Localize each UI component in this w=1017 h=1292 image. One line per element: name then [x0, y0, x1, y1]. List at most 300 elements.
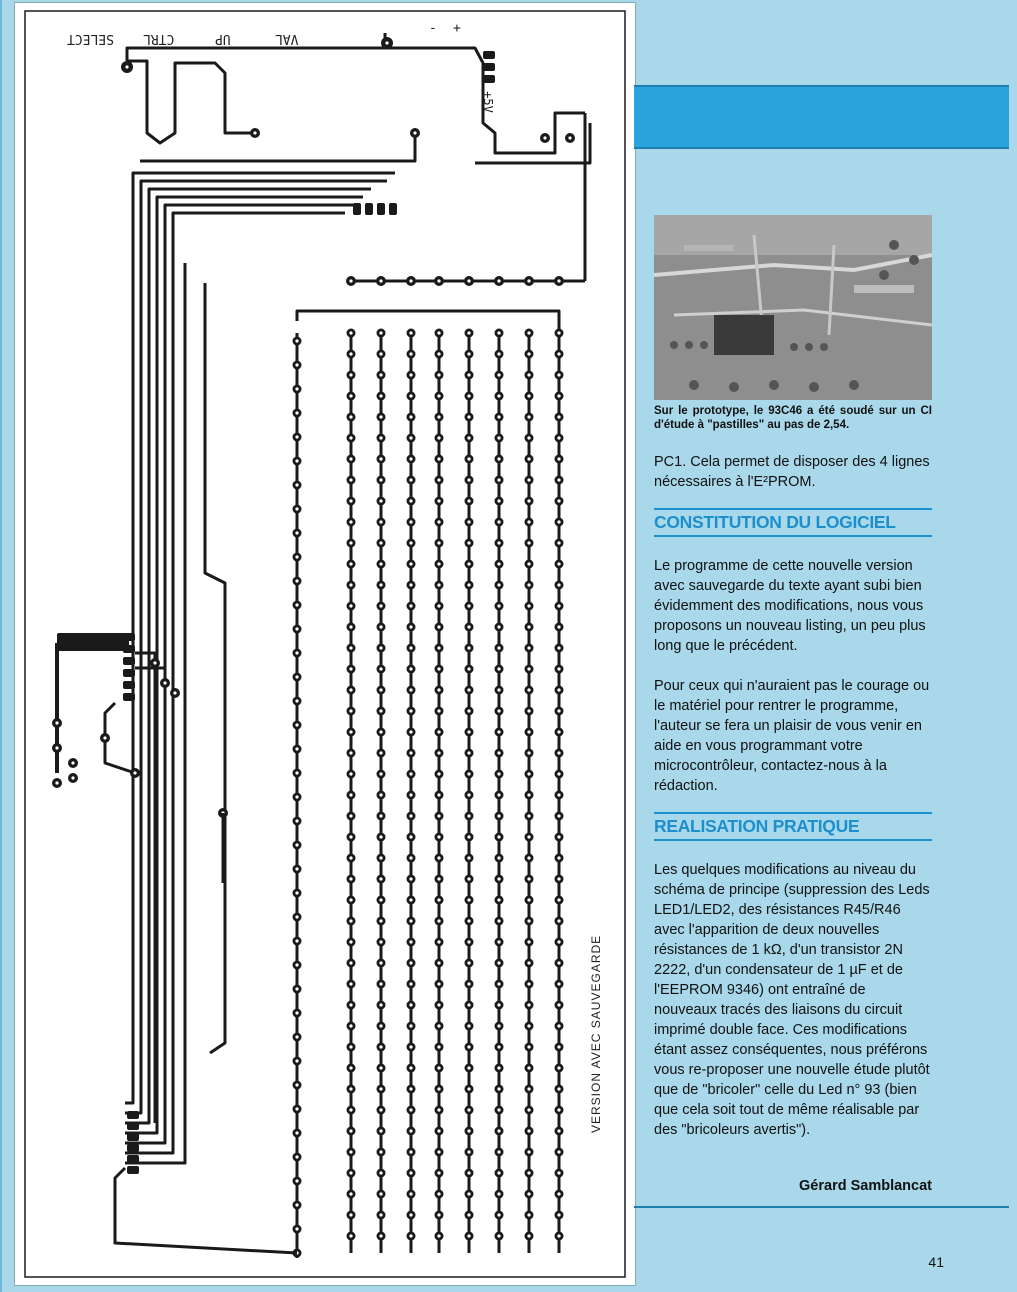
- pcb-pad-hole: [379, 1171, 382, 1174]
- pcb-pad-hole: [437, 1003, 440, 1006]
- pcb-pad-hole: [437, 814, 440, 817]
- pcb-pad-hole: [527, 772, 530, 775]
- pcb-pad-hole: [467, 1192, 470, 1195]
- pcb-pad-hole: [349, 1234, 352, 1237]
- pcb-pad-hole: [379, 856, 382, 859]
- pcb-rect-pad: [123, 645, 135, 653]
- pcb-pad-hole: [497, 373, 500, 376]
- pcb-pad-hole: [467, 604, 470, 607]
- pcb-pad-hole: [557, 1192, 560, 1195]
- pcb-pad-hole: [557, 814, 560, 817]
- pcb-pad-hole: [409, 1171, 412, 1174]
- pcb-pad-hole: [437, 730, 440, 733]
- pcb-pad-hole: [437, 1171, 440, 1174]
- pcb-pad-hole: [379, 751, 382, 754]
- pcb-pad-hole: [295, 555, 298, 558]
- pcb-rect-pad: [123, 633, 135, 641]
- pcb-pad-hole: [527, 940, 530, 943]
- pcb-pad-hole: [295, 411, 298, 414]
- pcb-pad-hole: [467, 1003, 470, 1006]
- pcb-pad-hole: [467, 961, 470, 964]
- pcb-pad-hole: [497, 1234, 500, 1237]
- pcb-pad-hole: [557, 1003, 560, 1006]
- pcb-pad-hole: [467, 814, 470, 817]
- pcb-pad-hole: [467, 352, 470, 355]
- pcb-pad-hole: [467, 646, 470, 649]
- pcb-pad-hole: [409, 499, 412, 502]
- pcb-pad-hole: [295, 843, 298, 846]
- pcb-pad-hole: [557, 541, 560, 544]
- pcb-pad-hole: [497, 1003, 500, 1006]
- pcb-pad-hole: [557, 1171, 560, 1174]
- pcb-pad-hole: [437, 562, 440, 565]
- pcb-pad-hole: [437, 436, 440, 439]
- pcb-pad-hole: [295, 819, 298, 822]
- pcb-pad-hole: [497, 688, 500, 691]
- pcb-pad-hole: [527, 688, 530, 691]
- pcb-pad-hole: [527, 279, 530, 282]
- pcb-pad-hole: [527, 730, 530, 733]
- pcb-pad-hole: [295, 771, 298, 774]
- pcb-pad-hole: [437, 1213, 440, 1216]
- pcb-pad-hole: [295, 1203, 298, 1206]
- pcb-pad-hole: [379, 1150, 382, 1153]
- pcb-pad-hole: [409, 436, 412, 439]
- pcb-pad-hole: [527, 1066, 530, 1069]
- pcb-pad-hole: [409, 625, 412, 628]
- pcb-pad-hole: [295, 891, 298, 894]
- section1-paragraph-1: Le programme de cette nouvelle version avec sauvegarde du texte ayant subi bien évidemment des modifications, nous vous proposons un nouveau listing, un peu plus long que le précédent.: [654, 558, 926, 654]
- pcb-pad-hole: [527, 520, 530, 523]
- pcb-pad-hole: [497, 856, 500, 859]
- pcb-pad-hole: [497, 352, 500, 355]
- pcb-trace: [125, 205, 355, 1143]
- page-number: 41: [928, 1254, 944, 1270]
- pcb-rect-pad: [123, 681, 135, 689]
- pcb-pad-hole: [409, 562, 412, 565]
- pcb-pad-hole: [497, 1150, 500, 1153]
- pcb-pad-hole: [527, 1087, 530, 1090]
- pcb-pad-hole: [497, 898, 500, 901]
- pcb-pad-hole: [437, 583, 440, 586]
- pcb-pad-hole: [497, 1171, 500, 1174]
- pcb-pad-hole: [467, 520, 470, 523]
- pcb-pad-hole: [409, 583, 412, 586]
- pcb-pad-hole: [527, 1129, 530, 1132]
- pcb-pad-hole: [437, 835, 440, 838]
- pcb-rect-pad: [353, 203, 361, 215]
- pcb-pad-hole: [437, 961, 440, 964]
- pcb-pad-hole: [295, 627, 298, 630]
- pcb-pad-hole: [557, 331, 560, 334]
- pcb-pad-hole: [437, 499, 440, 502]
- pcb-pad-hole: [409, 1234, 412, 1237]
- pcb-pad-hole: [349, 394, 352, 397]
- pcb-trace: [205, 283, 225, 1053]
- pcb-pad-hole: [295, 747, 298, 750]
- pcb-pad-hole: [349, 793, 352, 796]
- pcb-pad-hole: [467, 1213, 470, 1216]
- pcb-pad-hole: [527, 562, 530, 565]
- pcb-rect-pad: [127, 1155, 139, 1163]
- pcb-pad-hole: [349, 709, 352, 712]
- pcb-rect-pad: [389, 203, 397, 215]
- pcb-pad-hole: [349, 1171, 352, 1174]
- pcb-pad-hole: [349, 583, 352, 586]
- pcb-pad-hole: [497, 772, 500, 775]
- pcb-pad-hole: [437, 478, 440, 481]
- pcb-pad-hole: [409, 856, 412, 859]
- pcb-pad-hole: [557, 1129, 560, 1132]
- pcb-pad-hole: [349, 279, 352, 282]
- pcb-pad-hole: [557, 1045, 560, 1048]
- pcb-pad-hole: [437, 772, 440, 775]
- pcb-pad-hole: [557, 415, 560, 418]
- pcb-pad-hole: [379, 646, 382, 649]
- pcb-pad-hole: [55, 781, 58, 784]
- pcb-trace: [297, 311, 559, 331]
- pcb-pad-hole: [379, 478, 382, 481]
- pcb-pad-hole: [527, 625, 530, 628]
- pcb-pad-hole: [557, 478, 560, 481]
- pcb-pad-hole: [379, 835, 382, 838]
- pcb-pad-hole: [497, 667, 500, 670]
- pcb-pad-hole: [467, 1045, 470, 1048]
- pcb-pad-hole: [497, 1087, 500, 1090]
- pcb-pad-hole: [497, 499, 500, 502]
- pcb-pad-hole: [527, 835, 530, 838]
- pcb-pad-hole: [379, 688, 382, 691]
- pcb-pad-hole: [467, 1108, 470, 1111]
- pcb-pad-hole: [467, 1150, 470, 1153]
- pcb-pad-hole: [349, 751, 352, 754]
- pcb-pad-hole: [437, 1087, 440, 1090]
- pcb-pad-hole: [527, 709, 530, 712]
- page-edge-rule: [0, 0, 2, 1292]
- pcb-pad-hole: [527, 415, 530, 418]
- pcb-pad-hole: [295, 699, 298, 702]
- pcb-pad-hole: [409, 604, 412, 607]
- pcb-pad-hole: [543, 136, 546, 139]
- pcb-pad-hole: [557, 1213, 560, 1216]
- pcb-pad-hole: [349, 1108, 352, 1111]
- pcb-pad-hole: [437, 940, 440, 943]
- pcb-pad-hole: [379, 1108, 382, 1111]
- pcb-rect-pad: [123, 669, 135, 677]
- pcb-pad-hole: [527, 793, 530, 796]
- pcb-pad-hole: [409, 688, 412, 691]
- pcb-pad-hole: [409, 982, 412, 985]
- pcb-pad-hole: [527, 604, 530, 607]
- pcb-pad-hole: [295, 867, 298, 870]
- pcb-pad-hole: [349, 898, 352, 901]
- pcb-pad-hole: [349, 688, 352, 691]
- pcb-pad-hole: [409, 751, 412, 754]
- pcb-pad-hole: [379, 1066, 382, 1069]
- pcb-trace: [135, 653, 155, 1123]
- pcb-pad-hole: [467, 583, 470, 586]
- pcb-pad-hole: [409, 279, 412, 282]
- pcb-pad-hole: [379, 1213, 382, 1216]
- pcb-pad-hole: [437, 793, 440, 796]
- pcb-pad-hole: [349, 940, 352, 943]
- pcb-pad-hole: [497, 541, 500, 544]
- pcb-pad-hole: [295, 915, 298, 918]
- pcb-pad-hole: [349, 814, 352, 817]
- pcb-label-val: VAL: [275, 31, 299, 46]
- pcb-pad-hole: [379, 1087, 382, 1090]
- pcb-pad-hole: [379, 667, 382, 670]
- pcb-pad-hole: [527, 541, 530, 544]
- pcb-pad-hole: [349, 961, 352, 964]
- pcb-pad-hole: [409, 814, 412, 817]
- pcb-label-ctrl: CTRL: [143, 31, 175, 46]
- pcb-pad-hole: [349, 730, 352, 733]
- pcb-pad-hole: [527, 499, 530, 502]
- pcb-pad-hole: [349, 604, 352, 607]
- pcb-pad-hole: [409, 1129, 412, 1132]
- pcb-pad-hole: [295, 531, 298, 534]
- pcb-pad-hole: [557, 709, 560, 712]
- pcb-pad-hole: [557, 940, 560, 943]
- pcb-pad-hole: [349, 562, 352, 565]
- pcb-pad-hole: [557, 961, 560, 964]
- pcb-pad-hole: [437, 604, 440, 607]
- pcb-pad-hole: [497, 604, 500, 607]
- pcb-trace: [125, 197, 363, 1133]
- pcb-pad-hole: [379, 814, 382, 817]
- pcb-rect-pad: [483, 51, 495, 59]
- pcb-pad-hole: [409, 1192, 412, 1195]
- pcb-rect-pad: [123, 657, 135, 665]
- pcb-pad-hole: [409, 520, 412, 523]
- pcb-pad-hole: [527, 457, 530, 460]
- pcb-pad-hole: [379, 541, 382, 544]
- pcb-pad-hole: [71, 776, 74, 779]
- pcb-label-select: SELECT: [67, 31, 114, 46]
- pcb-pad-hole: [527, 394, 530, 397]
- pcb-layout-panel: [14, 2, 636, 1286]
- pcb-rect-pad: [127, 1144, 139, 1152]
- pcb-pad-hole: [467, 499, 470, 502]
- pcb-pad-hole: [497, 793, 500, 796]
- pcb-pad-hole: [467, 730, 470, 733]
- pcb-pad-hole: [527, 1171, 530, 1174]
- pcb-pad-hole: [349, 1087, 352, 1090]
- pcb-pad-hole: [379, 772, 382, 775]
- pcb-pad-hole: [497, 1192, 500, 1195]
- pcb-pad-hole: [349, 499, 352, 502]
- pcb-pad-hole: [557, 604, 560, 607]
- pcb-pad-hole: [349, 541, 352, 544]
- pcb-rect-pad: [483, 63, 495, 71]
- pcb-pad-hole: [557, 688, 560, 691]
- pcb-pad-hole: [527, 856, 530, 859]
- pcb-pad-hole: [409, 1066, 412, 1069]
- pcb-pad-hole: [349, 1024, 352, 1027]
- pcb-pad-hole: [409, 709, 412, 712]
- pcb-pad-hole: [379, 1192, 382, 1195]
- pcb-pad-hole: [467, 478, 470, 481]
- pcb-pad-hole: [527, 1150, 530, 1153]
- pcb-pad-hole: [497, 625, 500, 628]
- pcb-pad-hole: [163, 681, 166, 684]
- pcb-pad-hole: [467, 688, 470, 691]
- pcb-pad-hole: [379, 730, 382, 733]
- pcb-label-plus: +: [453, 21, 461, 36]
- pcb-pad-hole: [437, 457, 440, 460]
- pcb-trace: [125, 189, 371, 1123]
- pcb-pad-hole: [437, 1066, 440, 1069]
- pcb-pad-hole: [467, 562, 470, 565]
- pcb-pad-hole: [497, 562, 500, 565]
- pcb-pad-hole: [103, 736, 106, 739]
- pcb-pad-hole: [295, 1155, 298, 1158]
- pcb-label-up: UP: [215, 31, 231, 46]
- pcb-pad-hole: [467, 394, 470, 397]
- pcb-rect-pad: [127, 1122, 139, 1130]
- pcb-pad-hole: [437, 646, 440, 649]
- pcb-pad-hole: [409, 478, 412, 481]
- pcb-pad-hole: [379, 1003, 382, 1006]
- pcb-pad-hole: [557, 279, 560, 282]
- pcb-pad-hole: [349, 457, 352, 460]
- pcb-pad-hole: [437, 1129, 440, 1132]
- pcb-pad-hole: [379, 279, 382, 282]
- pcb-pad-hole: [497, 457, 500, 460]
- pcb-pad-hole: [349, 919, 352, 922]
- pcb-pad-hole: [527, 478, 530, 481]
- pcb-pad-hole: [467, 373, 470, 376]
- pcb-pad-hole: [295, 723, 298, 726]
- pcb-pad-hole: [467, 772, 470, 775]
- pcb-rect-pad: [127, 1166, 139, 1174]
- pcb-pad-hole: [467, 331, 470, 334]
- pcb-pad-hole: [557, 583, 560, 586]
- pcb-pad-hole: [437, 1024, 440, 1027]
- pcb-pad-hole: [557, 373, 560, 376]
- pcb-rect-pad: [127, 1133, 139, 1141]
- section-title-realisation: REALISATION PRATIQUE: [654, 812, 932, 841]
- pcb-pad-hole: [173, 691, 176, 694]
- pcb-pad-hole: [467, 877, 470, 880]
- pcb-pad-hole: [527, 583, 530, 586]
- pcb-pad-hole: [467, 793, 470, 796]
- pcb-pad-hole: [379, 1024, 382, 1027]
- pcb-pad-hole: [527, 331, 530, 334]
- pcb-pad-hole: [527, 373, 530, 376]
- pcb-pad-hole: [467, 1171, 470, 1174]
- pcb-pad-hole: [295, 1035, 298, 1038]
- pcb-pad-hole: [557, 856, 560, 859]
- pcb-pad-hole: [467, 898, 470, 901]
- pcb-pad-hole: [349, 1213, 352, 1216]
- section2-paragraph-1: Les quelques modifications au niveau du schéma de principe (suppression des Leds LED1/LED2, des résistances R45/R46 avec l'apparition de deux nouvelles résistances de 1 kΩ, d'un transistor 2N 2222, d'un condensateur de 1 µF et de l'EEPROM 9346) ont entraîné de nouveaux tracés des liaisons du circuit imprimé double face. Ces modifications étant assez conséquentes, nous préférons vous re-proposer une nouvelle étude plutôt que de "bricoler" celle du Led n° 93 (bien que cela soit tout de même réalisable par des "bricoleurs avertis").: [654, 862, 930, 1138]
- pcb-pad-hole: [409, 730, 412, 733]
- pcb-pad-hole: [557, 646, 560, 649]
- pcb-pad-hole: [379, 940, 382, 943]
- pcb-pad-hole: [437, 688, 440, 691]
- pcb-pad-hole: [349, 1045, 352, 1048]
- pcb-pad-hole: [379, 457, 382, 460]
- pcb-pad-hole: [379, 436, 382, 439]
- pcb-pad-hole: [497, 1045, 500, 1048]
- pcb-pad-hole: [527, 1003, 530, 1006]
- pcb-trace: [140, 133, 415, 161]
- pcb-trace: [127, 61, 255, 143]
- photo-caption: Sur le prototype, le 93C46 a été soudé sur un CI d'étude à "pastilles" au pas de 2,54.: [654, 405, 932, 431]
- pcb-pad-hole: [295, 675, 298, 678]
- pcb-pad-hole: [409, 1045, 412, 1048]
- pcb-pad-hole: [527, 961, 530, 964]
- pcb-pad-hole: [467, 982, 470, 985]
- pcb-pad-hole: [379, 793, 382, 796]
- pcb-pad-hole: [295, 1227, 298, 1230]
- pcb-pad-hole: [349, 331, 352, 334]
- pcb-pad-hole: [467, 436, 470, 439]
- pcb-pad-hole: [437, 1192, 440, 1195]
- pcb-pad-hole: [379, 1129, 382, 1132]
- pcb-pad-hole: [349, 646, 352, 649]
- pcb-pad-hole: [437, 415, 440, 418]
- pcb-pad-hole: [379, 1045, 382, 1048]
- pcb-pad-hole: [413, 131, 416, 134]
- pcb-pad-hole: [557, 835, 560, 838]
- pcb-pad-hole: [133, 771, 136, 774]
- pcb-pad-hole: [527, 898, 530, 901]
- pcb-pad-hole: [349, 478, 352, 481]
- pcb-pad-hole: [467, 835, 470, 838]
- pcb-pad-hole: [349, 436, 352, 439]
- pcb-pad-hole: [409, 877, 412, 880]
- pcb-pad-hole: [527, 436, 530, 439]
- pcb-pad-hole: [437, 1108, 440, 1111]
- pcb-pad-hole: [497, 279, 500, 282]
- pcb-pad-hole: [409, 919, 412, 922]
- pcb-pad-hole: [557, 1024, 560, 1027]
- pcb-pad-hole: [557, 394, 560, 397]
- header-color-band: [634, 85, 1009, 149]
- pcb-pad-hole: [295, 963, 298, 966]
- pcb-pad-hole: [55, 746, 58, 749]
- pcb-pad-hole: [467, 940, 470, 943]
- pcb-pad-hole: [379, 898, 382, 901]
- pcb-pad-hole: [557, 352, 560, 355]
- pcb-pad-hole: [379, 877, 382, 880]
- pcb-pad-hole: [527, 877, 530, 880]
- pcb-pad-hole: [253, 131, 256, 134]
- pcb-pad-hole: [527, 667, 530, 670]
- pcb-pad-hole: [557, 730, 560, 733]
- pcb-pad-hole: [295, 1083, 298, 1086]
- pcb-pad-hole: [379, 982, 382, 985]
- pcb-rect-pad: [377, 203, 385, 215]
- pcb-pad-hole: [153, 661, 156, 664]
- pcb-pad-hole: [437, 541, 440, 544]
- pcb-pad-hole: [467, 625, 470, 628]
- pcb-pad-hole: [527, 1213, 530, 1216]
- pcb-pad-hole: [409, 415, 412, 418]
- pcb-pad-hole: [497, 478, 500, 481]
- pcb-pad-hole: [437, 1234, 440, 1237]
- pcb-pad-hole: [349, 772, 352, 775]
- pcb-pad-hole: [467, 856, 470, 859]
- pcb-pad-hole: [497, 709, 500, 712]
- pcb-version-label: VERSION AVEC SAUVEGARDE: [589, 934, 603, 1133]
- section-title-logiciel: CONSTITUTION DU LOGICIEL: [654, 508, 932, 537]
- pcb-pad-hole: [467, 919, 470, 922]
- pcb-rect-pad: [57, 633, 129, 651]
